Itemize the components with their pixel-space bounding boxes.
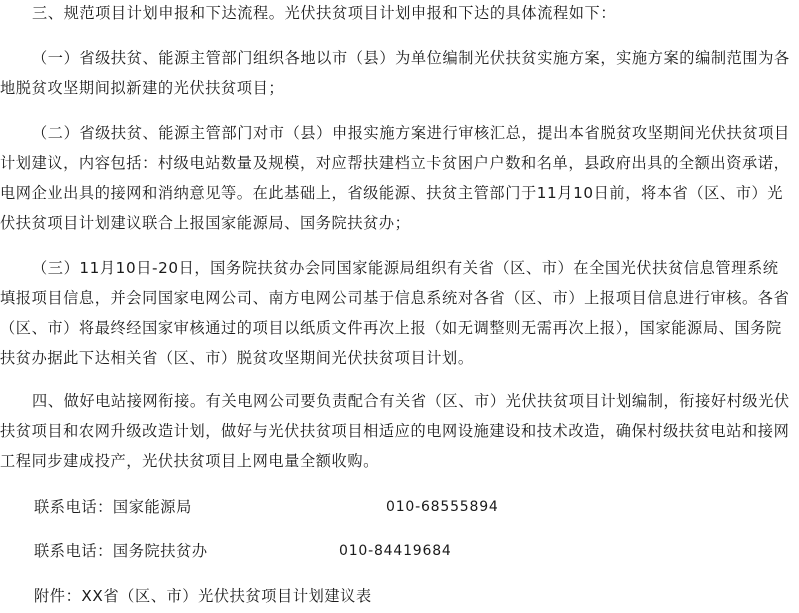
item-1-paragraph: （一）省级扶贫、能源主管部门组织各地以市（县）为单位编制光伏扶贫实施方案，实施方案的编制范围为各地脱贫攻坚期间拟新建的光伏扶贫项目；	[0, 49, 790, 97]
attachment-note: 附件：XX省（区、市）光伏扶贫项目计划建议表	[34, 587, 372, 605]
contact-poverty-office-label: 联系电话：国务院扶贫办	[34, 542, 208, 560]
section-4-paragraph: 四、做好电站接网衔接。有关电网公司要负责配合有关省（区、市）光伏扶贫项目计划编制，衔接好村级光伏扶贫项目和农网升级改造计划，做好与光伏扶贫项目相适应的电网设施建设和技术改造，确保村级扶贫电站和接网工程同步建成投产，光伏扶贫项目上网电量全额收购。	[0, 392, 790, 470]
section-3-heading: 三、规范项目计划申报和下达流程。光伏扶贫项目计划申报和下达的具体流程如下：	[32, 4, 617, 22]
contact-energy-phone: 010-68555894	[386, 499, 499, 515]
contact-poverty-office-phone: 010-84419684	[339, 543, 452, 559]
item-3-paragraph: （三）11月10日-20日，国务院扶贫办会同国家能源局组织有关省（区、市）在全国光伏扶贫信息管理系统填报项目信息，并会同国家电网公司、南方电网公司基于信息系统对各省（区、市）上报项目信息进行审核。各省（区、市）将最终经国家审核通过的项目以纸质文件再次上报（如无调整则无需再次上报），国家能源局、国务院扶贫办据此下达相关省（区、市）脱贫攻坚期间光伏扶贫项目计划。	[0, 259, 790, 367]
item-2-paragraph: （二）省级扶贫、能源主管部门对市（县）申报实施方案进行审核汇总，提出本省脱贫攻坚期间光伏扶贫项目计划建议，内容包括：村级电站数量及规模，对应帮扶建档立卡贫困户户数和名单，县政府出具的全额出资承诺，电网企业出具的接网和消纳意见等。在此基础上，省级能源、扶贫主管部门于11月10日前，将本省（区、市）光伏扶贫项目计划建议联合上报国家能源局、国务院扶贫办；	[0, 124, 790, 232]
contact-energy-label: 联系电话：国家能源局	[34, 498, 192, 516]
